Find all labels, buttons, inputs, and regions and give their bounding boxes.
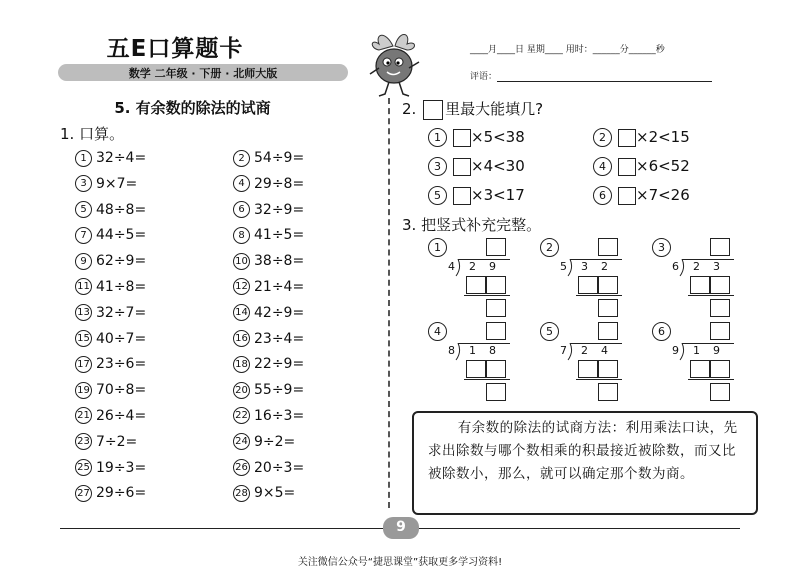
q1-label: 1. 口算。 — [60, 125, 125, 143]
problem-expression: 70÷8= — [96, 382, 147, 399]
problem-number: 13 — [75, 304, 92, 321]
item-number: 6 — [593, 186, 612, 205]
long-division — [540, 238, 640, 318]
division-bracket — [566, 343, 576, 361]
divisor: 6 — [672, 260, 679, 273]
dividend-digit: 2 — [469, 260, 476, 273]
problem-expression: 55÷9= — [254, 382, 305, 399]
long-division — [652, 238, 752, 318]
problem-expression: 19÷3= — [96, 459, 147, 476]
problem-expression: 41÷8= — [96, 278, 147, 295]
problem-expression: 9×5= — [254, 485, 296, 502]
page-number: 9 — [396, 519, 406, 535]
dividend-digit: 8 — [489, 344, 496, 357]
product-box[interactable] — [578, 276, 598, 294]
problem-expression: 32÷9= — [254, 201, 305, 218]
problem-expression: 38÷8= — [254, 253, 305, 270]
product-box[interactable] — [578, 360, 598, 378]
item-number: 4 — [428, 322, 447, 341]
inequality-expression: ×2<15 — [636, 128, 690, 146]
problem-expression: 29÷8= — [254, 175, 305, 192]
dividend-digit: 4 — [601, 344, 608, 357]
product-box[interactable] — [598, 276, 618, 294]
divisor: 5 — [560, 260, 567, 273]
division-bar — [570, 259, 622, 260]
item-number: 6 — [652, 322, 671, 341]
problem-number: 9 — [75, 253, 92, 270]
quotient-box[interactable] — [710, 322, 730, 340]
item-number: 5 — [540, 322, 559, 341]
dividend-digit: 1 — [693, 344, 700, 357]
footer-text: 关注微信公众号“捷思课堂”获取更多学习资料! — [297, 557, 503, 568]
division-bracket — [678, 343, 688, 361]
problem-expression: 21÷4= — [254, 278, 305, 295]
division-bar — [682, 259, 734, 260]
problem-expression: 54÷9= — [254, 150, 305, 166]
problem-number: 21 — [75, 407, 92, 424]
page-title: 五E口算题卡 — [106, 36, 244, 62]
problem-expression: 40÷7= — [96, 330, 147, 347]
problem-number: 22 — [233, 407, 250, 424]
remainder-box[interactable] — [486, 383, 506, 401]
inequality-expression: ×7<26 — [636, 186, 690, 204]
quotient-box[interactable] — [598, 238, 618, 256]
subtraction-line — [688, 295, 734, 296]
problem-number: 26 — [233, 459, 250, 476]
item-number: 1 — [428, 238, 447, 257]
problem-number: 16 — [233, 330, 250, 347]
problem-expression: 48÷8= — [96, 201, 147, 218]
problem-number: 7 — [75, 227, 92, 244]
remainder-box[interactable] — [598, 383, 618, 401]
division-bar — [458, 259, 510, 260]
item-number: 2 — [540, 238, 559, 257]
problem-number: 20 — [233, 382, 250, 399]
product-box[interactable] — [690, 276, 710, 294]
dividend-digit: 2 — [693, 260, 700, 273]
division-bracket — [454, 343, 464, 361]
divisor: 7 — [560, 344, 567, 357]
division-bar — [458, 343, 510, 344]
product-box[interactable] — [598, 360, 618, 378]
q2-label: 2. 里最大能填几? — [402, 100, 544, 118]
quotient-box[interactable] — [710, 238, 730, 256]
item-number: 4 — [593, 157, 612, 176]
subtraction-line — [576, 295, 622, 296]
problem-number: 19 — [75, 382, 92, 399]
dividend-digit: 1 — [469, 344, 476, 357]
divisor: 4 — [448, 260, 455, 273]
problem-expression: 32÷4= — [96, 150, 147, 166]
long-division — [428, 238, 528, 318]
problem-expression: 7÷2= — [96, 433, 138, 450]
problem-number: 3 — [75, 175, 92, 192]
problem-expression: 44÷5= — [96, 227, 147, 244]
problem-number: 25 — [75, 459, 92, 476]
problem-number: 6 — [233, 201, 250, 218]
remainder-box[interactable] — [710, 299, 730, 317]
division-bracket — [678, 259, 688, 277]
problem-number: 24 — [233, 433, 250, 450]
problem-expression: 41÷5= — [254, 227, 305, 244]
subtraction-line — [688, 379, 734, 380]
problem-expression: 20÷3= — [254, 459, 305, 476]
problem-number: 18 — [233, 356, 250, 373]
division-bar — [570, 343, 622, 344]
problem-number: 28 — [233, 485, 250, 502]
dividend-digit: 3 — [581, 260, 588, 273]
division-bar — [682, 343, 734, 344]
long-division — [428, 322, 528, 402]
problem-expression: 9×7= — [96, 175, 138, 192]
problem-expression: 22÷9= — [254, 356, 305, 373]
q3-label: 3. 把竖式补充完整。 — [402, 216, 542, 234]
long-division — [652, 322, 752, 402]
problem-number: 2 — [233, 150, 250, 167]
subtraction-line — [464, 379, 510, 380]
remainder-box[interactable] — [598, 299, 618, 317]
problem-number: 15 — [75, 330, 92, 347]
item-number: 1 — [428, 128, 447, 147]
division-bracket — [454, 259, 464, 277]
remainder-box[interactable] — [710, 383, 730, 401]
problem-number: 8 — [233, 227, 250, 244]
product-box[interactable] — [710, 360, 730, 378]
problem-expression: 62÷9= — [96, 253, 147, 270]
item-number: 3 — [428, 157, 447, 176]
product-box[interactable] — [486, 360, 506, 378]
item-number: 2 — [593, 128, 612, 147]
dividend-digit: 9 — [489, 260, 496, 273]
remainder-box[interactable] — [486, 299, 506, 317]
inequality-expression: ×6<52 — [636, 157, 690, 175]
problem-expression: 29÷6= — [96, 485, 147, 502]
inequality-expression: ×3<17 — [471, 186, 525, 204]
problem-number: 10 — [233, 253, 250, 270]
problem-expression: 32÷7= — [96, 304, 147, 321]
product-box[interactable] — [690, 360, 710, 378]
problem-number: 5 — [75, 201, 92, 218]
problem-number: 27 — [75, 485, 92, 502]
problem-number: 14 — [233, 304, 250, 321]
section-title: 5. 有余数的除法的试商 — [114, 99, 271, 117]
problem-number: 1 — [75, 150, 92, 167]
division-bracket — [566, 259, 576, 277]
problem-number: 23 — [75, 433, 92, 450]
tip-box — [412, 411, 758, 515]
subtitle: 数学 二年级 · 下册 · 北师大版 — [128, 67, 278, 80]
long-division — [540, 322, 640, 402]
dividend-digit: 2 — [581, 344, 588, 357]
comment-label: 评语： — [470, 72, 498, 82]
inequality-expression: ×4<30 — [471, 157, 525, 175]
problem-number: 4 — [233, 175, 250, 192]
problem-number: 11 — [75, 278, 92, 295]
problem-number: 17 — [75, 356, 92, 373]
product-box[interactable] — [466, 360, 486, 378]
product-box[interactable] — [710, 276, 730, 294]
problem-expression: 16÷3= — [254, 407, 305, 424]
problem-expression: 26÷4= — [96, 407, 147, 424]
tip-text: 有余数的除法的试商方法：利用乘法口诀，先求出除数与哪个数相乘的积最接近被除数，而又比被除数小，那么，就可以确定那个数为商。 — [428, 420, 738, 482]
problem-expression: 23÷6= — [96, 356, 147, 373]
quotient-box[interactable] — [486, 238, 506, 256]
quotient-box[interactable] — [598, 322, 618, 340]
problem-expression: 9÷2= — [254, 433, 296, 450]
divisor: 9 — [672, 344, 679, 357]
product-box[interactable] — [486, 276, 506, 294]
divisor: 8 — [448, 344, 455, 357]
problem-expression: 23÷4= — [254, 330, 305, 347]
problem-expression: 42÷9= — [254, 304, 305, 321]
dividend-digit: 3 — [713, 260, 720, 273]
problem-number: 12 — [233, 278, 250, 295]
subtraction-line — [464, 295, 510, 296]
subtraction-line — [576, 379, 622, 380]
date-line: ____月____日 星期____ 用时：______分______秒 — [470, 45, 665, 55]
item-number: 5 — [428, 186, 447, 205]
dividend-digit: 2 — [601, 260, 608, 273]
dividend-digit: 9 — [713, 344, 720, 357]
product-box[interactable] — [466, 276, 486, 294]
inequality-expression: ×5<38 — [471, 128, 525, 146]
quotient-box[interactable] — [486, 322, 506, 340]
item-number: 3 — [652, 238, 671, 257]
